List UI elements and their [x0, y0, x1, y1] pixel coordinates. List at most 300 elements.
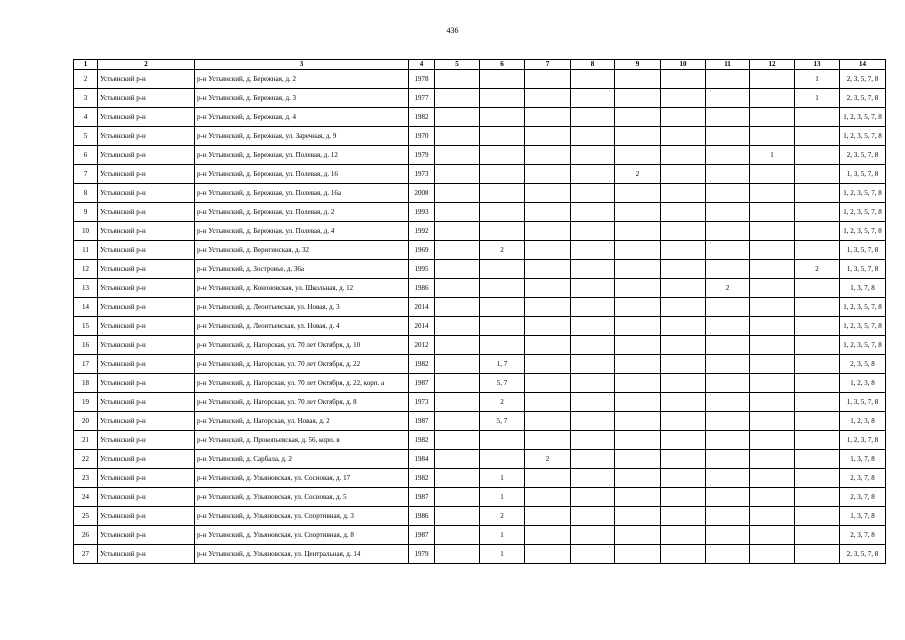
table-cell-col-9 [615, 298, 661, 317]
table-cell-col-8 [571, 450, 615, 469]
table-cell-col-4: 1978 [409, 70, 435, 89]
table-cell-col-11 [706, 317, 750, 336]
table-cell-col-5 [435, 336, 480, 355]
table-cell-col-12 [750, 241, 795, 260]
table-cell-col-2: Устьянский р-н [98, 222, 195, 241]
header-cell-6: 6 [480, 60, 525, 70]
table-cell-col-4: 1987 [409, 526, 435, 545]
table-cell-col-6 [480, 431, 525, 450]
table-cell-col-13 [795, 203, 840, 222]
table-cell-col-3: р-н Устьянский, д. Прокопьевская, д. 56, корп. в [195, 431, 409, 450]
table-cell-col-6 [480, 203, 525, 222]
table-row [74, 241, 886, 260]
table-cell-col-3: р-н Устьянский, д. Сарбала, д. 2 [195, 450, 409, 469]
table-cell-col-13 [795, 108, 840, 127]
table-cell-col-5 [435, 222, 480, 241]
table-cell-col-3: р-н Устьянский, д. Бережная, ул. Полевая, д. 4 [195, 222, 409, 241]
table-cell-col-13 [795, 146, 840, 165]
table-cell-col-9 [615, 260, 661, 279]
table-cell-col-7 [525, 412, 571, 431]
table-cell-col-5 [435, 260, 480, 279]
table-cell-col-13 [795, 450, 840, 469]
table-cell-col-1: 16 [74, 336, 98, 355]
table-cell-col-10 [661, 450, 706, 469]
table-cell-col-8 [571, 336, 615, 355]
table-cell-col-4: 1987 [409, 374, 435, 393]
table-cell-col-2: Устьянский р-н [98, 488, 195, 507]
table-row [74, 260, 886, 279]
table-cell-col-1: 7 [74, 165, 98, 184]
table-cell-col-2: Устьянский р-н [98, 146, 195, 165]
table-row [74, 526, 886, 545]
table-cell-col-1: 24 [74, 488, 98, 507]
table-cell-col-1: 27 [74, 545, 98, 564]
table-cell-col-10 [661, 317, 706, 336]
table-cell-col-10 [661, 431, 706, 450]
table-cell-col-13: 1 [795, 70, 840, 89]
table-cell-col-9 [615, 184, 661, 203]
table-cell-col-3: р-н Устьянский, д. Леонтьевская, ул. Новая, д. 3 [195, 298, 409, 317]
table-cell-col-11 [706, 108, 750, 127]
table-cell-col-1: 5 [74, 127, 98, 146]
table-cell-col-7 [525, 127, 571, 146]
table-cell-col-10 [661, 146, 706, 165]
header-cell-4: 4 [409, 60, 435, 70]
table-cell-col-1: 13 [74, 279, 98, 298]
table-cell-col-14: 1, 3, 7, 8 [840, 507, 886, 526]
table-cell-col-2: Устьянский р-н [98, 336, 195, 355]
table-cell-col-4: 1986 [409, 507, 435, 526]
table-cell-col-7 [525, 70, 571, 89]
table-cell-col-6 [480, 89, 525, 108]
table-row [74, 146, 886, 165]
table-cell-col-5 [435, 241, 480, 260]
table-cell-col-2: Устьянский р-н [98, 355, 195, 374]
table-cell-col-7 [525, 374, 571, 393]
table-cell-col-7 [525, 526, 571, 545]
table-cell-col-14: 2, 3, 5, 8 [840, 355, 886, 374]
header-cell-12: 12 [750, 60, 795, 70]
table-cell-col-2: Устьянский р-н [98, 260, 195, 279]
table-cell-col-8 [571, 260, 615, 279]
table-cell-col-14: 1, 2, 3, 7, 8 [840, 431, 886, 450]
table-cell-col-6: 5, 7 [480, 412, 525, 431]
header-cell-14: 14 [840, 60, 886, 70]
table-cell-col-2: Устьянский р-н [98, 507, 195, 526]
table-cell-col-3: р-н Устьянский, д. Нагорская, ул. Новая, д. 2 [195, 412, 409, 431]
table-row [74, 317, 886, 336]
table-row [74, 165, 886, 184]
table-row [74, 279, 886, 298]
table-row [74, 507, 886, 526]
table-cell-col-14: 2, 3, 5, 7, 8 [840, 545, 886, 564]
table-cell-col-14: 2, 3, 7, 8 [840, 488, 886, 507]
table-cell-col-3: р-н Устьянский, д. Нагорская, ул. 70 лет Октября, д. 8 [195, 393, 409, 412]
table-cell-col-14: 1, 2, 3, 8 [840, 374, 886, 393]
table-cell-col-4: 1977 [409, 89, 435, 108]
table-cell-col-1: 19 [74, 393, 98, 412]
table-cell-col-7 [525, 336, 571, 355]
table-cell-col-8 [571, 412, 615, 431]
table-cell-col-4: 1987 [409, 488, 435, 507]
table-cell-col-14: 1, 2, 3, 5, 7, 8 [840, 222, 886, 241]
table-cell-col-7 [525, 108, 571, 127]
table-cell-col-4: 2014 [409, 298, 435, 317]
table-cell-col-8 [571, 393, 615, 412]
table-cell-col-14: 2, 3, 5, 7, 8 [840, 70, 886, 89]
table-cell-col-7 [525, 545, 571, 564]
table-cell-col-6 [480, 108, 525, 127]
table-cell-col-9 [615, 412, 661, 431]
table-cell-col-3: р-н Устьянский, д. Леонтьевская, ул. Новая, д. 4 [195, 317, 409, 336]
table-cell-col-1: 4 [74, 108, 98, 127]
table-cell-col-10 [661, 336, 706, 355]
table-cell-col-11 [706, 374, 750, 393]
table-cell-col-3: р-н Устьянский, д. Кононовская, ул. Школьная, д. 12 [195, 279, 409, 298]
table-cell-col-8 [571, 355, 615, 374]
table-cell-col-7: 2 [525, 450, 571, 469]
table-cell-col-12 [750, 203, 795, 222]
table-cell-col-11 [706, 450, 750, 469]
table-cell-col-8 [571, 431, 615, 450]
table-cell-col-12 [750, 317, 795, 336]
table-cell-col-12: 1 [750, 146, 795, 165]
table-cell-col-6: 2 [480, 241, 525, 260]
table-cell-col-13 [795, 469, 840, 488]
table-cell-col-11 [706, 222, 750, 241]
table-cell-col-12 [750, 469, 795, 488]
table-cell-col-3: р-н Устьянский, д. Нагорская, ул. 70 лет Октября, д. 10 [195, 336, 409, 355]
table-cell-col-12 [750, 184, 795, 203]
table-cell-col-12 [750, 127, 795, 146]
table-row [74, 70, 886, 89]
table-cell-col-14: 1, 3, 5, 7, 8 [840, 393, 886, 412]
table-cell-col-5 [435, 203, 480, 222]
table-row [74, 336, 886, 355]
table-cell-col-8 [571, 184, 615, 203]
table-cell-col-10 [661, 165, 706, 184]
table-cell-col-1: 20 [74, 412, 98, 431]
table-cell-col-13 [795, 374, 840, 393]
table-cell-col-1: 11 [74, 241, 98, 260]
table-cell-col-1: 15 [74, 317, 98, 336]
table-cell-col-13 [795, 222, 840, 241]
table-cell-col-11 [706, 469, 750, 488]
table-cell-col-4: 1987 [409, 412, 435, 431]
table-cell-col-1: 10 [74, 222, 98, 241]
table-cell-col-2: Устьянский р-н [98, 165, 195, 184]
header-cell-5: 5 [435, 60, 480, 70]
table-row [74, 488, 886, 507]
table-cell-col-10 [661, 127, 706, 146]
table-cell-col-3: р-н Устьянский, д. Зостровье, д. 36а [195, 260, 409, 279]
table-cell-col-6: 1 [480, 545, 525, 564]
table-cell-col-2: Устьянский р-н [98, 317, 195, 336]
table-cell-col-14: 1, 2, 3, 5, 7, 8 [840, 108, 886, 127]
table-cell-col-4: 1969 [409, 241, 435, 260]
table-row [74, 203, 886, 222]
table-cell-col-5 [435, 412, 480, 431]
table-cell-col-9 [615, 317, 661, 336]
table-cell-col-13 [795, 507, 840, 526]
table-cell-col-2: Устьянский р-н [98, 70, 195, 89]
table-cell-col-9 [615, 336, 661, 355]
table-cell-col-3: р-н Устьянский, д. Бережная, ул. Заречная, д. 9 [195, 127, 409, 146]
table-cell-col-11 [706, 203, 750, 222]
table-cell-col-2: Устьянский р-н [98, 108, 195, 127]
table-cell-col-13: 1 [795, 89, 840, 108]
table-body [74, 70, 886, 564]
table-cell-col-2: Устьянский р-н [98, 469, 195, 488]
table-cell-col-13: 2 [795, 260, 840, 279]
table-cell-col-5 [435, 127, 480, 146]
table-row [74, 127, 886, 146]
table-cell-col-2: Устьянский р-н [98, 184, 195, 203]
table-cell-col-12 [750, 431, 795, 450]
table-cell-col-2: Устьянский р-н [98, 374, 195, 393]
table-row [74, 89, 886, 108]
table-cell-col-2: Устьянский р-н [98, 203, 195, 222]
table-cell-col-1: 17 [74, 355, 98, 374]
table-cell-col-6 [480, 260, 525, 279]
table-cell-col-11 [706, 507, 750, 526]
header-cell-8: 8 [571, 60, 615, 70]
table-cell-col-7 [525, 393, 571, 412]
table-cell-col-4: 1982 [409, 431, 435, 450]
table-cell-col-9 [615, 469, 661, 488]
table-row [74, 184, 886, 203]
table-row [74, 108, 886, 127]
table-cell-col-8 [571, 488, 615, 507]
table-row [74, 431, 886, 450]
table-cell-col-10 [661, 241, 706, 260]
table-cell-col-9 [615, 279, 661, 298]
table-cell-col-5 [435, 70, 480, 89]
table-cell-col-12 [750, 545, 795, 564]
table-cell-col-13 [795, 241, 840, 260]
table-cell-col-6 [480, 298, 525, 317]
table-cell-col-9 [615, 89, 661, 108]
table-cell-col-3: р-н Устьянский, д. Нагорская, ул. 70 лет Октября, д. 22 [195, 355, 409, 374]
table-cell-col-3: р-н Устьянский, д. Ульяновская, ул. Центральная, д. 14 [195, 545, 409, 564]
table-cell-col-6 [480, 184, 525, 203]
table-cell-col-10 [661, 507, 706, 526]
table-cell-col-6: 1 [480, 526, 525, 545]
table-cell-col-9: 2 [615, 165, 661, 184]
table-cell-col-11 [706, 412, 750, 431]
table-cell-col-5 [435, 89, 480, 108]
table-cell-col-6 [480, 165, 525, 184]
header-cell-11: 11 [706, 60, 750, 70]
table-cell-col-9 [615, 526, 661, 545]
table-cell-col-14: 1, 2, 3, 5, 7, 8 [840, 127, 886, 146]
table-cell-col-2: Устьянский р-н [98, 545, 195, 564]
table-cell-col-1: 8 [74, 184, 98, 203]
table-cell-col-4: 1973 [409, 393, 435, 412]
header-cell-3: 3 [195, 60, 409, 70]
table-cell-col-10 [661, 526, 706, 545]
table-cell-col-4: 2008 [409, 184, 435, 203]
table-cell-col-11 [706, 526, 750, 545]
table-cell-col-8 [571, 374, 615, 393]
table-cell-col-5 [435, 526, 480, 545]
table-cell-col-11 [706, 165, 750, 184]
table-cell-col-11 [706, 241, 750, 260]
table-cell-col-9 [615, 545, 661, 564]
table-cell-col-7 [525, 488, 571, 507]
table-cell-col-11 [706, 393, 750, 412]
table-cell-col-9 [615, 374, 661, 393]
table-cell-col-5 [435, 431, 480, 450]
table-cell-col-6 [480, 317, 525, 336]
table-cell-col-11 [706, 127, 750, 146]
header-cell-13: 13 [795, 60, 840, 70]
table-cell-col-12 [750, 526, 795, 545]
table-cell-col-7 [525, 317, 571, 336]
table-cell-col-2: Устьянский р-н [98, 298, 195, 317]
table-cell-col-12 [750, 412, 795, 431]
table-cell-col-3: р-н Устьянский, д. Нагорская, ул. 70 лет Октября, д. 22, корп. а [195, 374, 409, 393]
table-cell-col-5 [435, 298, 480, 317]
table-cell-col-4: 1982 [409, 108, 435, 127]
table-cell-col-4: 1982 [409, 469, 435, 488]
table-cell-col-10 [661, 70, 706, 89]
table-cell-col-14: 1, 3, 5, 7, 8 [840, 260, 886, 279]
table-cell-col-12 [750, 260, 795, 279]
table-cell-col-13 [795, 355, 840, 374]
table-cell-col-11 [706, 355, 750, 374]
table-cell-col-9 [615, 222, 661, 241]
table-cell-col-4: 1984 [409, 450, 435, 469]
table-cell-col-12 [750, 374, 795, 393]
table-cell-col-14: 1, 3, 5, 7, 8 [840, 165, 886, 184]
table-cell-col-5 [435, 507, 480, 526]
table-cell-col-10 [661, 108, 706, 127]
table-cell-col-12 [750, 108, 795, 127]
table-cell-col-8 [571, 279, 615, 298]
table-row [74, 545, 886, 564]
table-cell-col-7 [525, 146, 571, 165]
table-cell-col-10 [661, 545, 706, 564]
table-cell-col-5 [435, 374, 480, 393]
table-cell-col-11 [706, 545, 750, 564]
table-row [74, 393, 886, 412]
table-row [74, 222, 886, 241]
table-cell-col-11 [706, 488, 750, 507]
table-cell-col-1: 14 [74, 298, 98, 317]
table-row [74, 374, 886, 393]
table-cell-col-7 [525, 298, 571, 317]
table-cell-col-4: 1992 [409, 222, 435, 241]
table-cell-col-2: Устьянский р-н [98, 412, 195, 431]
table-cell-col-10 [661, 203, 706, 222]
table-cell-col-6 [480, 450, 525, 469]
table-cell-col-1: 3 [74, 89, 98, 108]
table-cell-col-9 [615, 127, 661, 146]
table-cell-col-8 [571, 165, 615, 184]
table-cell-col-4: 1982 [409, 355, 435, 374]
table-cell-col-9 [615, 355, 661, 374]
table-cell-col-12 [750, 89, 795, 108]
table-cell-col-3: р-н Устьянский, д. Бережная, д. 3 [195, 89, 409, 108]
table-row [74, 469, 886, 488]
table-cell-col-5 [435, 545, 480, 564]
table-cell-col-3: р-н Устьянский, д. Бережная, ул. Полевая, д. 16 [195, 165, 409, 184]
table-cell-col-12 [750, 298, 795, 317]
table-cell-col-7 [525, 184, 571, 203]
table-cell-col-7 [525, 165, 571, 184]
table-cell-col-9 [615, 108, 661, 127]
table-cell-col-2: Устьянский р-н [98, 431, 195, 450]
table-cell-col-1: 2 [74, 70, 98, 89]
table-cell-col-13 [795, 298, 840, 317]
table-cell-col-14: 2, 3, 5, 7, 8 [840, 89, 886, 108]
table-cell-col-13 [795, 526, 840, 545]
table-cell-col-6: 5, 7 [480, 374, 525, 393]
table-cell-col-12 [750, 222, 795, 241]
table-cell-col-8 [571, 469, 615, 488]
table-cell-col-14: 1, 3, 7, 8 [840, 279, 886, 298]
table-cell-col-6: 1 [480, 469, 525, 488]
table-cell-col-4: 1973 [409, 165, 435, 184]
table-cell-col-13 [795, 317, 840, 336]
table-cell-col-9 [615, 70, 661, 89]
table-cell-col-14: 1, 2, 3, 5, 7, 8 [840, 184, 886, 203]
table-cell-col-4: 1986 [409, 279, 435, 298]
registry-table [73, 59, 886, 564]
table-cell-col-6 [480, 146, 525, 165]
table-cell-col-10 [661, 260, 706, 279]
table-cell-col-4: 1979 [409, 146, 435, 165]
table-cell-col-6 [480, 336, 525, 355]
table-cell-col-9 [615, 393, 661, 412]
table-cell-col-10 [661, 374, 706, 393]
table-cell-col-12 [750, 507, 795, 526]
table-cell-col-4: 2012 [409, 336, 435, 355]
table-cell-col-11 [706, 146, 750, 165]
table-cell-col-13 [795, 127, 840, 146]
table-cell-col-1: 21 [74, 431, 98, 450]
table-cell-col-2: Устьянский р-н [98, 89, 195, 108]
table-cell-col-5 [435, 393, 480, 412]
table-cell-col-8 [571, 545, 615, 564]
table-cell-col-7 [525, 203, 571, 222]
table-row [74, 355, 886, 374]
table-cell-col-14: 1, 3, 7, 8 [840, 450, 886, 469]
table-cell-col-14: 2, 3, 5, 7, 8 [840, 146, 886, 165]
header-cell-2: 2 [98, 60, 195, 70]
table-cell-col-12 [750, 336, 795, 355]
table-cell-col-10 [661, 184, 706, 203]
table-cell-col-7 [525, 279, 571, 298]
table-cell-col-14: 1, 2, 3, 5, 7, 8 [840, 298, 886, 317]
table-cell-col-1: 12 [74, 260, 98, 279]
table-cell-col-8 [571, 222, 615, 241]
table-cell-col-8 [571, 127, 615, 146]
table-cell-col-14: 1, 2, 3, 5, 7, 8 [840, 203, 886, 222]
table-cell-col-4: 1970 [409, 127, 435, 146]
table-cell-col-11 [706, 184, 750, 203]
table-cell-col-9 [615, 203, 661, 222]
table-cell-col-5 [435, 450, 480, 469]
table-cell-col-9 [615, 488, 661, 507]
table-cell-col-10 [661, 298, 706, 317]
table-cell-col-11 [706, 70, 750, 89]
table-cell-col-12 [750, 165, 795, 184]
table-cell-col-2: Устьянский р-н [98, 450, 195, 469]
table-cell-col-8 [571, 89, 615, 108]
table-cell-col-9 [615, 241, 661, 260]
